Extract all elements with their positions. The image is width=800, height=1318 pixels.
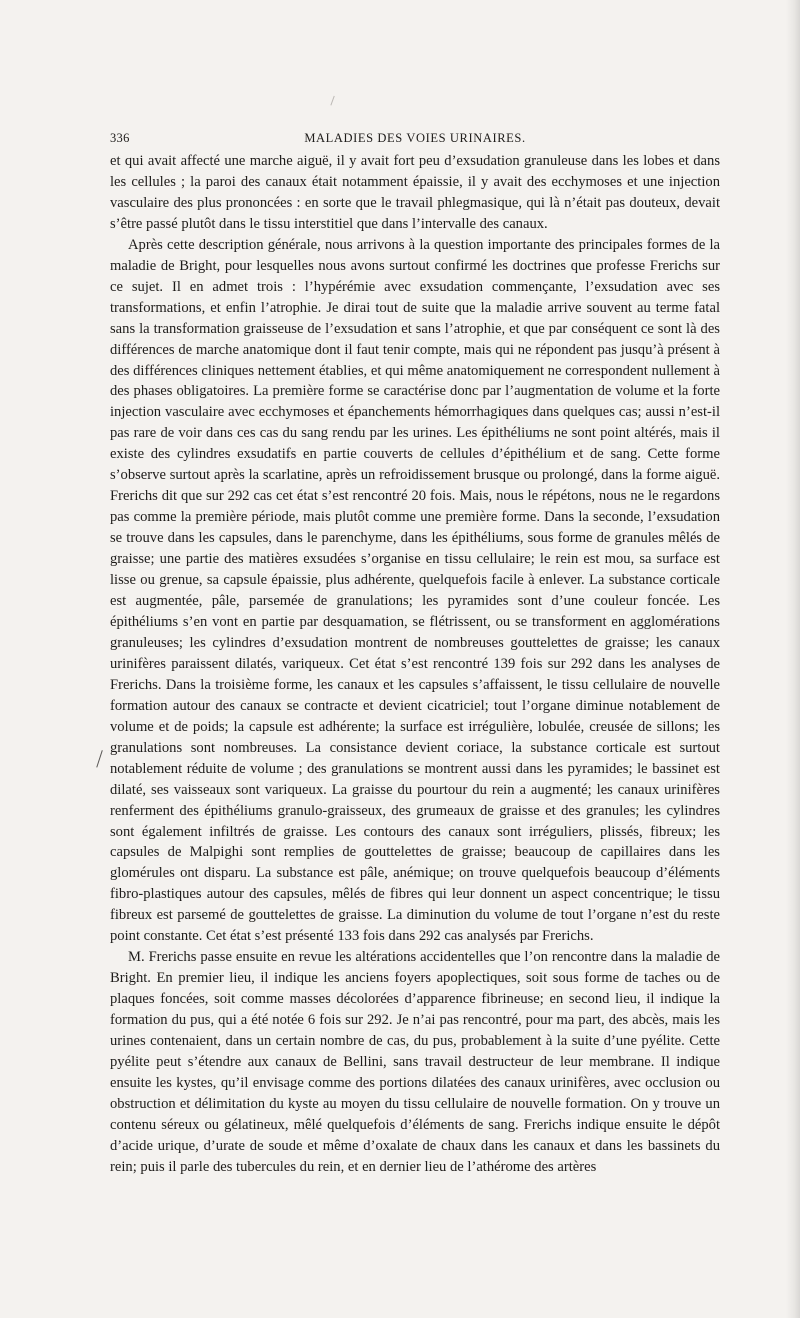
running-title: MALADIES DES VOIES URINAIRES. xyxy=(304,131,526,145)
paragraph-continuation: et qui avait affecté une marche aiguë, il y avait fort peu d’exsudation granuleuse dans les lobes et dans les cellules ; la paroi des canaux était notamment épaissie, il y avait des ecchymoses et une injection vasculaire des plus prononcées : en sorte que le travail phlegmasique, qui là n’était pas douteux, devait s’être passé plutôt dans le tissu interstitiel que dans l’intervalle des canaux. xyxy=(110,153,720,232)
page-number: 336 xyxy=(110,131,130,145)
margin-pencil-mark xyxy=(96,750,103,768)
body-text xyxy=(110,151,720,1178)
page-edge-shadow xyxy=(786,0,800,1318)
running-head xyxy=(110,131,720,149)
paragraph-accidental-alterations: M. Frerichs passe ensuite en revue les altérations accidentelles que l’on rencontre dans la maladie de Bright. En premier lieu, il indique les anciens foyers apoplectiques, soit sous forme de taches ou de plaques foncées, soit comme masses décolorées d’apparence fibrineuse; en second lieu, il indique la formation du pus, qui a été notée 6 fois sur 292. Je n’ai pas rencontré, pour ma part, des abcès, mais les urines contenaient, dans un certain nombre de cas, du pus, probablement à la suite d’une pyélite. Cette pyélite peut s’étendre aux canaux de Bellini, sans travail destructeur de leur membrane. Il indique ensuite les kystes, qu’il envisage comme des portions dilatées des canaux urinifères, avec occlusion ou obstruction et délimitation du kyste au moyen du tissu cellulaire de nouvelle formation. On y trouve un contenu séreux ou gélatineux, mêlé quelquefois d’éléments de sang. Frerichs indique ensuite le dépôt d’acide urique, d’urate de soude et même d’oxalate de chaux dans les canaux et dans les bassinets du rein; puis il parle des tubercules du rein, et en dernier lieu de l’athérome des artères xyxy=(110,949,720,1175)
pencil-mark xyxy=(330,96,336,106)
paragraph-bright-forms: Après cette description générale, nous arrivons à la question importante des principales formes de la maladie de Bright, pour lesquelles nous avons surtout confirmé les doctrines que professe Frerichs sur ce sujet. Il en admet trois : l’hypérémie avec exsudation commençante, l’exsudation avec ses transformations, et enfin l’atrophie. Je dirai tout de suite que la maladie arrive souvent au terme fatal sans la transformation graisseuse de l’exsudation et sans l’atrophie, et que par conséquent ce sont là des différences de marche anatomique dont il faut tenir compte, mais qui ne répondent pas jusqu’à présent à des différences cliniques nettement établies, et qui même anatomiquement ne correspondent nullement à des phases obligatoires. La première forme se caractérise donc par l’augmentation de volume et la forte injection vasculaire avec ecchymoses et épanchements hémorrhagiques dans quelques cas; aussi n’est-il pas rare de voir dans ces cas du sang rendu par les urines. Les épithéliums ne sont point altérés, mais il existe des cylindres exsudatifs en partie couverts de cellules d’épithélium et de sang. Cette forme s’observe surtout après la scarlatine, après un refroidissement brusque ou prolongé, dans la forme aiguë. Frerichs dit que sur 292 cas cet état s’est rencontré 20 fois. Mais, nous le répétons, nous ne le regardons pas comme la première période, mais plutôt comme une première forme. Dans la seconde, l’exsudation se trouve dans les capsules, dans le parenchyme, dans les épithéliums, sous forme de granules mêlés de graisse; une partie des matières exsudées s’organise en tissu cellulaire; le rein est mou, sa surface est lisse ou grenue, sa capsule épaissie, plus adhérente, quelquefois facile à enlever. La substance corticale est augmentée, pâle, parsemée de granulations; les pyramides sont d’une couleur foncée. Les épithéliums s’en vont en partie par desquamation, se flétrissent, ou se transforment en agglomérations granuleuses; les cylindres d’exsudation montrent de nombreuses gouttelettes de graisse; les canaux urinifères paraissent dilatés, variqueux. Cet état s’est rencontré 139 fois sur 292 dans les analyses de Frerichs. Dans la troisième forme, les canaux et les capsules s’affaissent, le tissu cellulaire de nouvelle formation autour des canaux se contracte et devient cicatriciel; tout l’organe diminue notablement de volume et de poids; la capsule est adhérente; la surface est irrégulière, lobulée, creusée de sillons; les granulations sont nombreuses. La consistance devient coriace, la substance corticale est surtout notablement réduite de volume ; des granulations se montrent aussi dans les pyramides; le bassinet est dilaté, ses vaisseaux sont variqueux. La graisse du pourtour du rein a augmenté; les canaux urinifères renferment des épithéliums granulo-graisseux, des grumeaux de graisse et des granules; les cylindres sont également infiltrés de graisse. Les contours des canaux sont irréguliers, plissés, fibreux; les capsules de Malpighi sont remplies de gouttelettes de graisse; beaucoup de capillaires dans les glomérules ont disparu. La substance est pâle, anémique; on trouve quelquefois beaucoup d’éléments fibro-plastiques autour des capsules, mêlés de fibres qui leur donnent un aspect concentrique; le tissu fibreux est parsemé de gouttelettes de graisse. La diminution du volume de tout l’organe n’est du reste point constante. Cet état s’est présenté 133 fois dans 292 cas analysés par Frerichs. xyxy=(110,236,720,945)
